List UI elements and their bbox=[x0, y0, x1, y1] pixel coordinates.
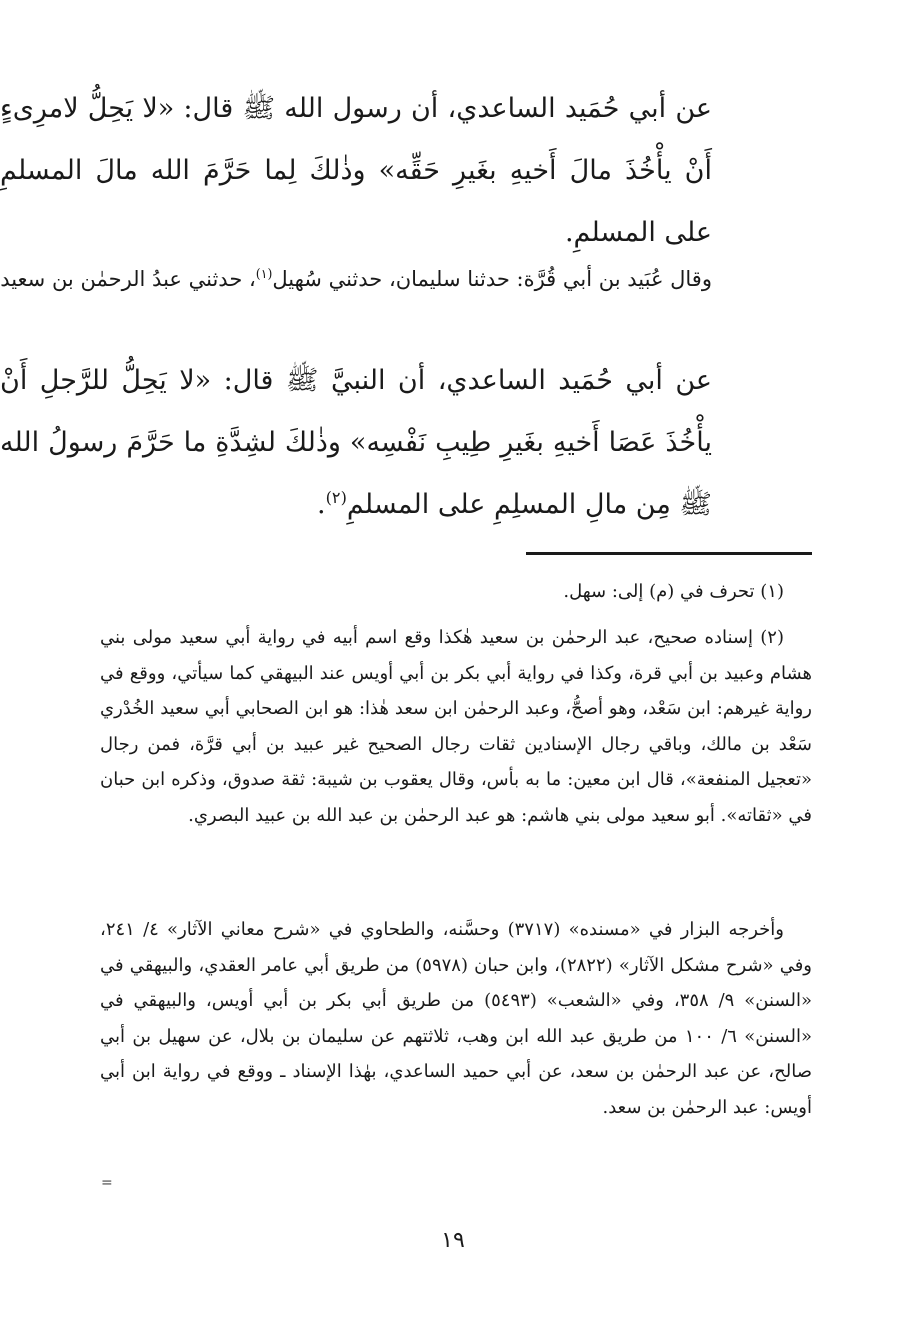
footnote-1-text: (١) تحرف في (م) إلى: سهل. bbox=[563, 581, 784, 602]
footnote-2-continuation bbox=[100, 912, 812, 1125]
page-number: ١٩ bbox=[441, 1228, 465, 1253]
continuation-mark: = bbox=[101, 1175, 113, 1191]
hadith-2-text: عن أبي حُمَيد الساعدي، أن النبيَّ ﷺ قال: «لا يَحِلُّ للرَّجلِ أَنْ يأْخُذَ عَصَا أَخيهِ بغَيرِ طِيبِ نَفْسِه» وذٰلكَ لشِدَّةِ ما حَرَّمَ رسولُ الله ﷺ مِن مالِ المسلِمِ على المسلمِ bbox=[0, 365, 712, 520]
hadith-paragraph-1 bbox=[0, 78, 712, 264]
hadith-paragraph-2 bbox=[0, 350, 712, 536]
footnote-ref-2[interactable]: (٢) bbox=[325, 488, 347, 507]
footnote-ref-1[interactable]: (١) bbox=[255, 266, 273, 281]
footnote-2 bbox=[100, 620, 812, 833]
footnote-2-continuation-text: وأخرجه البزار في «مسنده» (٣٧١٧) وحسَّنه، والطحاوي في «شرح معاني الآثار» ٤/ ٢٤١، وفي «شرح مشكل الآثار» (٢٨٢٢)، وابن حبان (٥٩٧٨) من طريق أبي عامر العقدي، والبيهقي في «السنن» ٩/ ٣٥٨، وفي «الشعب» (٥٤٩٣) من طريق أبي بكر بن أبي أويس، والبيهقي في «السنن» ٦/ ١٠٠ من طريق عبد الله ابن وهب، ثلاثتهم عن سليمان بن بلال، عن سهيل بن أبي صالح، عن عبد الرحمٰن بن سعد، عن أبي حميد الساعدي، بهٰذا الإسناد ـ ووقع في رواية ابن أبي أويس: عبد الرحمٰن بن سعد. bbox=[100, 919, 813, 1118]
hadith-1-text: عن أبي حُمَيد الساعدي، أن رسول الله ﷺ قال: «لا يَحِلُّ لامرِىءٍ أَنْ يأْخُذَ مالَ أَخيهِ بغَيرِ حَقِّه» وذٰلكَ لِما حَرَّمَ الله مالَ المسلمِ على المسلمِ. bbox=[0, 93, 712, 248]
footnote-2-text: (٢) إسناده صحيح، عبد الرحمٰن بن سعيد هٰكذا وقع اسم أبيه في رواية أبي سعيد مولى بني هشام وعبيد بن أبي قرة، وكذا في رواية أبي بكر بن أبي أويس عند البيهقي كما سيأتي، ووقع في رواية غيرهم: ابن سَعْد، وهو أصحُّ، وعبد الرحمٰن ابن سعد هٰذا: هو ابن الصحابي أبي سعيد الخُدْري سَعْد بن مالك، وباقي رجال الإسنادين ثقات رجال الصحيح غير عبيد بن أبي قرَّة، فمن رجال «تعجيل المنفعة»، قال ابن معين: ما به بأس، وقال يعقوب بن شيبة: ثقة صدوق، وذكره ابن حبان في «ثقاته». أبو سعيد مولى بني هاشم: هو عبد الرحمٰن بن عبد الله بن عبيد البصري. bbox=[100, 627, 812, 826]
hadith-2-text-after: . bbox=[316, 489, 326, 520]
footnote-separator bbox=[526, 552, 812, 555]
isnad-paragraph bbox=[0, 250, 712, 308]
isnad-text: وقال عُبَيد بن أبي قُرَّة: حدثنا سليمان، حدثني سُهيل bbox=[272, 267, 712, 291]
isnad-text-after: ، حدثني عبدُ الرحمٰن بن سعيد bbox=[0, 267, 256, 291]
footnote-1 bbox=[100, 574, 812, 610]
